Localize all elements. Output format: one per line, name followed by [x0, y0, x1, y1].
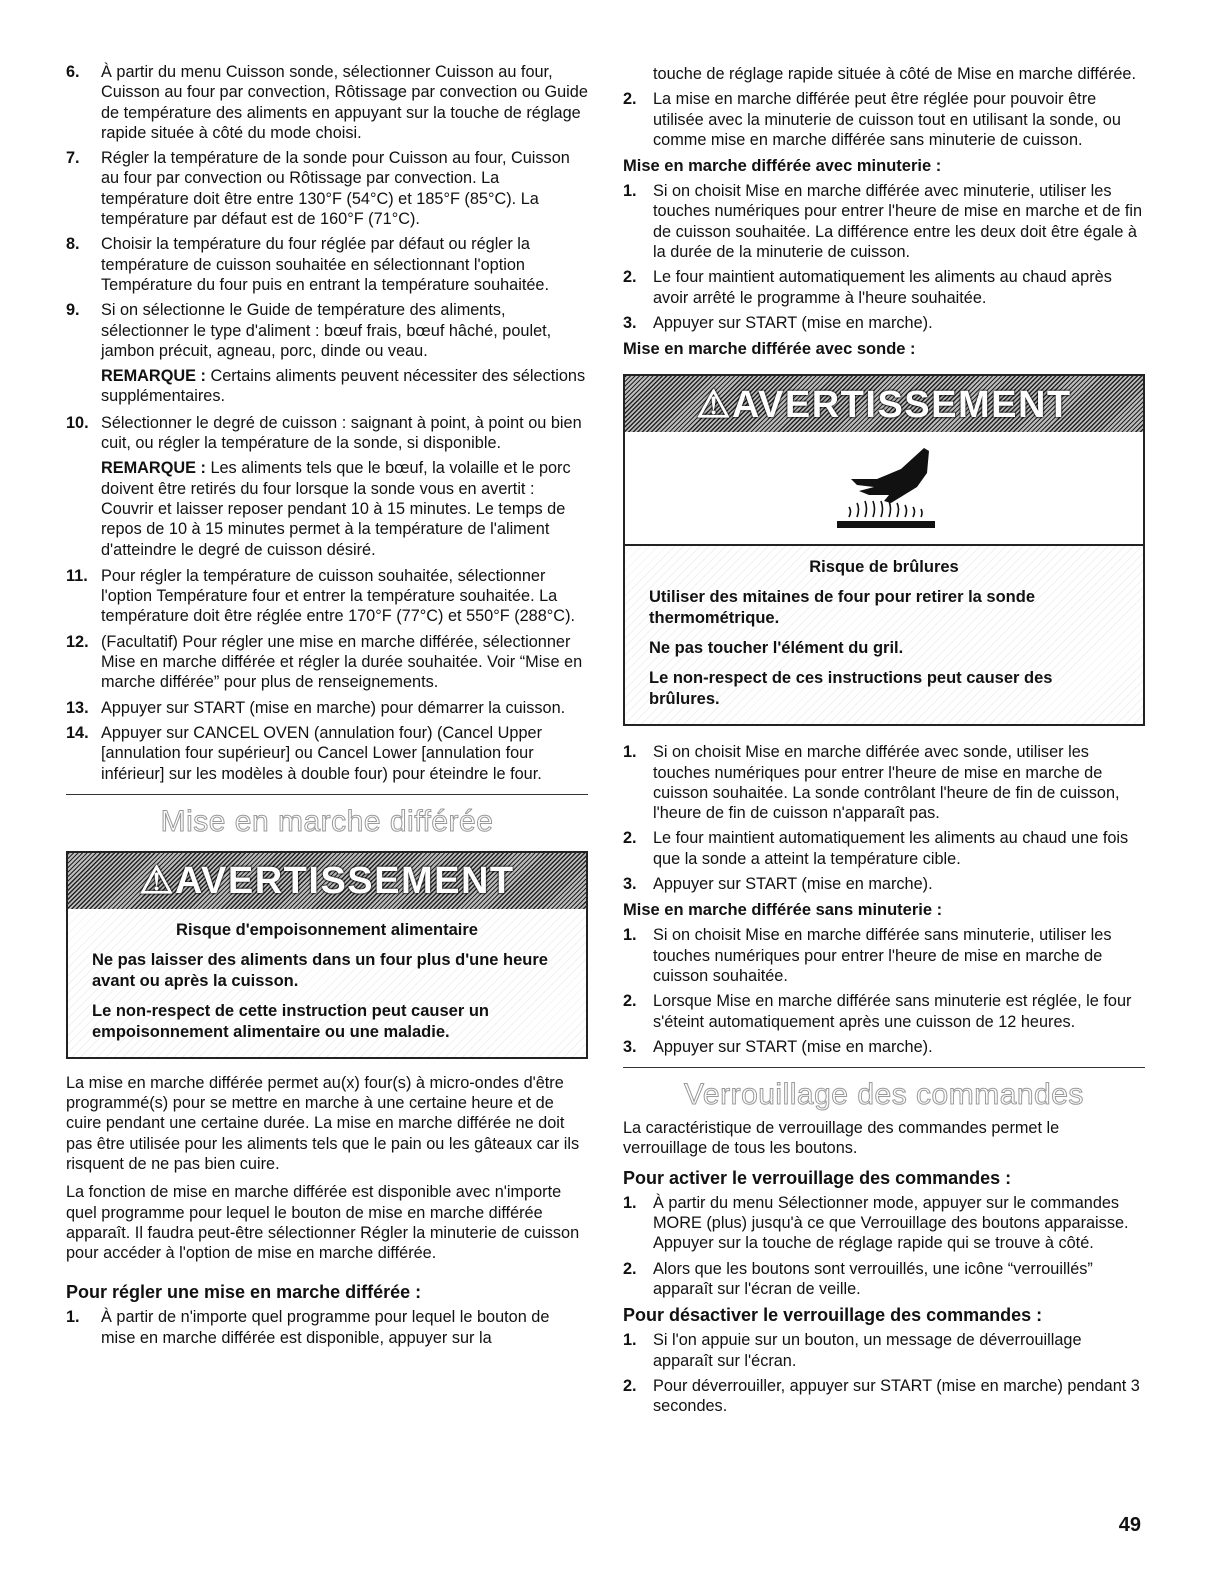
step-2: 2. La mise en marche différée peut être réglée pour pouvoir être utilisée avec la minuterie de cuisson tout en utilisant la sonde, ou comme mise en marche différée sans minuterie de cuisson.	[623, 90, 1121, 149]
warning-line: Utiliser des mitaines de four pour retirer la sonde thermométrique.	[649, 588, 1036, 628]
section-title-control-lock: Verrouillage des commandes	[684, 1078, 1084, 1112]
step-13: 13. Appuyer sur START (mise en marche) pour démarrer la cuisson.	[66, 698, 566, 717]
subheading-timer: Mise en marche différée avec minuterie :	[623, 157, 942, 176]
warning-triangle-icon: ⚠	[696, 383, 732, 426]
step-8: 8. Choisir la température du four réglée par défaut ou régler la température de cuisson souhaitée en sélectionnant l'option Température du four puis en entrant la température souhaitée.	[66, 235, 550, 294]
timer-step: 2. Le four maintient automatiquement les aliments au chaud après avoir arrêté le programme à l'heure souhaitée.	[623, 268, 1112, 307]
step-1: 1. À partir de n'importe quel programme pour lequel le bouton de mise en marche différée est disponible, appuyer sur la	[66, 1308, 550, 1347]
paragraph: La caractéristique de verrouillage des commandes permet le verrouillage de tous les boutons.	[623, 1119, 1060, 1158]
probe-step: 3. Appuyer sur START (mise en marche).	[623, 875, 933, 894]
paragraph: La fonction de mise en marche différée est disponible avec n'importe quel programme pour lequel le bouton de mise en marche différée apparaît. Il faudra peut-être sélectionner Régler la minuterie de cuisson pour accéder à l'option de mise en marche différée.	[66, 1183, 580, 1263]
warning-line: Le non-respect de cette instruction peut causer un empoisonnement alimentaire ou une maladie.	[92, 1001, 489, 1041]
subheading-deactivate: Pour désactiver le verrouillage des commandes :	[623, 1305, 1043, 1326]
subheading-no-timer: Mise en marche différée sans minuterie :	[623, 901, 943, 920]
probe-step: 2. Le four maintient automatiquement les aliments au chaud une fois que la sonde a atteint la température cible.	[623, 829, 1129, 868]
warning-line: Ne pas laisser des aliments dans un four plus d'une heure avant ou après la cuisson.	[92, 950, 548, 990]
step-11: 11. Pour régler la température de cuisson souhaitée, sélectionner l'option Température four et entrer la température souhaitée. La température doit être réglée entre 170°F (77°C) et 550°F (288°C).	[66, 566, 576, 626]
step-9: 9. Si on sélectionne le Guide de température des aliments, sélectionner le type d'aliment : bœuf frais, bœuf hâché, poulet, jambon précuit, agneau, porc, dinde ou veau.	[66, 301, 552, 360]
activate-step: 1. À partir du menu Sélectionner mode, appuyer sur le commandes MORE (plus) jusqu'à ce que Verrouillage des boutons apparaisse. Appuyer sur la touche de réglage rapide qui se trouve à côté.	[623, 1193, 1129, 1253]
warning-box-food-poisoning	[66, 851, 588, 1059]
subheading-probe: Mise en marche différée avec sonde :	[623, 340, 916, 359]
subheading: Pour régler une mise en marche différée :	[66, 1282, 422, 1303]
section-divider	[623, 1067, 1145, 1068]
warning-title: Risque de brûlures	[809, 558, 959, 577]
warning-triangle-icon: ⚠	[139, 860, 175, 903]
section-divider	[66, 794, 588, 795]
page-number: 49	[1118, 1514, 1141, 1536]
warning-title: Risque d'empoisonnement alimentaire	[176, 920, 478, 939]
warning-header: ⚠AVERTISSEMENT	[68, 853, 586, 909]
step-7: 7. Régler la température de la sonde pour Cuisson au four, Cuisson au four par convection ou Rôtissage par convection. La température doit être entre 130°F (54°C) et 185°F (85°C). La température par défaut est de 160°F (71°C).	[66, 149, 570, 229]
timer-step: 3. Appuyer sur START (mise en marche).	[623, 313, 933, 332]
deactivate-step: 2. Pour déverrouiller, appuyer sur START (mise en marche) pendant 3 secondes.	[623, 1376, 1140, 1416]
right-column	[623, 64, 1145, 1421]
timer-step: 1. Si on choisit Mise en marche différée avec minuterie, utiliser les touches numériques pour entrer l'heure de mise en marche et de fin de cuisson souhaitée. La différence entre les deux doit être égale à la durée de la minuterie de cuisson.	[623, 182, 1143, 262]
paragraph: La mise en marche différée permet au(x) four(s) à micro-ondes d'être programmé(s) pour se mettre en marche à une certaine heure et de cuire pendant une certaine durée. La mise en marche différée ne doit pas être utilisée pour les aliments tels que le pain ou les gâteaux car ils risquent de ne pas bien cuire.	[66, 1073, 580, 1173]
no-timer-step: 3. Appuyer sur START (mise en marche).	[623, 1037, 933, 1056]
no-timer-step: 1. Si on choisit Mise en marche différée sans minuterie, utiliser les touches numériques pour entrer l'heure de mise en marche de cuisson souhaitée.	[623, 926, 1112, 985]
warning-line: Le non-respect de ces instructions peut causer des brûlures.	[649, 669, 1053, 709]
note-1: REMARQUE : Certains aliments peuvent nécessiter des sélections supplémentaires.	[101, 367, 586, 406]
step-10: 10. Sélectionner le degré de cuisson : saignant à point, à point ou bien cuit, ou régler la température de la sonde, si disponible.	[66, 413, 582, 453]
activate-step: 2. Alors que les boutons sont verrouillés, une icône “verrouillés” apparaît sur l'écran de veille.	[623, 1259, 1093, 1298]
step-12: 12. (Facultatif) Pour régler une mise en marche différée, sélectionner Mise en marche différée et régler la durée souhaitée. Voir “Mise en marche différée” pour plus de renseignements.	[66, 632, 583, 692]
warning-line: Ne pas toucher l'élément du gril.	[649, 639, 904, 658]
deactivate-step: 1. Si l'on appuie sur un bouton, un message de déverrouillage apparaît sur l'écran.	[623, 1331, 1082, 1370]
section-title-delayed-start: Mise en marche différée	[160, 804, 494, 838]
step-continued: touche de réglage rapide située à côté de Mise en marche différée.	[653, 65, 1137, 83]
warning-box-burn	[623, 374, 1145, 726]
step-14: 14. Appuyer sur CANCEL OVEN (annulation four) (Cancel Upper [annulation four supérieur] ou Cancel Lower [annulation four inférieur] sur les modèles à double four) pour éteindre le four.	[66, 723, 542, 783]
subheading-activate: Pour activer le verrouillage des commandes :	[623, 1167, 1012, 1188]
warning-header: ⚠AVERTISSEMENT	[625, 376, 1143, 432]
step-6: 6. À partir du menu Cuisson sonde, sélectionner Cuisson au four, Cuisson au four par convection, Rôtissage par convection ou Guide de température des aliments en appuyant sur la touche de réglage rapide située à côté du mode choisi.	[66, 63, 588, 142]
hot-surface-hand-icon	[625, 432, 1143, 546]
probe-step: 1. Si on choisit Mise en marche différée avec sonde, utiliser les touches numériques pour entrer l'heure de mise en marche de cuisson souhaitée. La sonde contrôlant l'heure de fin de cuisson, l'heure de fin de cuisson n'apparaît pas.	[623, 743, 1120, 823]
note-2: REMARQUE : Les aliments tels que le bœuf, la volaille et le porc doivent être retirés du four lorsque la sonde vous en avertit : Couvrir et laisser reposer pendant 10 à 15 minutes. Le temps de repos de 10 à 15 minutes permet à la température de l'aliment d'atteindre le degré de cuisson désiré.	[101, 459, 571, 559]
left-column	[66, 62, 588, 1353]
no-timer-step: 2. Lorsque Mise en marche différée sans minuterie est réglée, le four s'éteint automatiquement après une cuisson de 12 heures.	[623, 992, 1132, 1031]
